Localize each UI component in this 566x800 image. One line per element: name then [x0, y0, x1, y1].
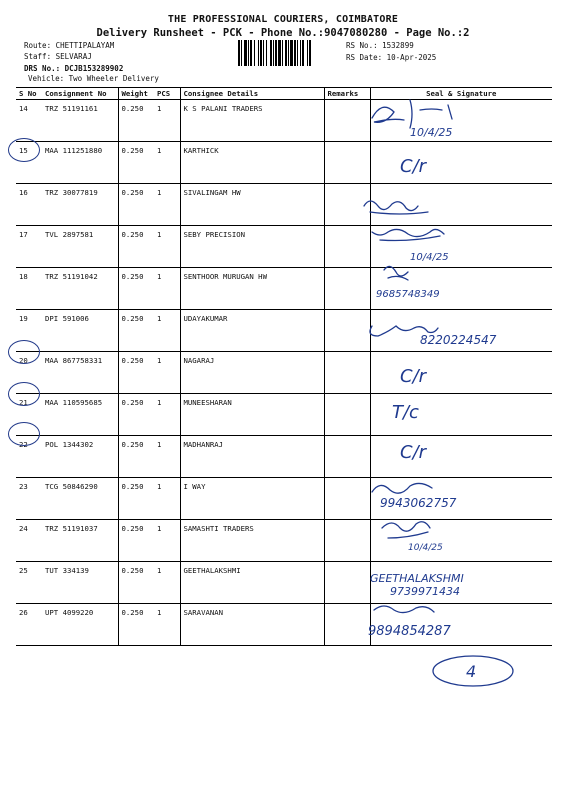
remarks-cell — [324, 142, 370, 184]
handwritten-number-23: 9943062757 — [380, 496, 457, 510]
remarks-cell — [324, 226, 370, 268]
weight-cell: 0.250 — [118, 562, 154, 604]
signature-cell — [370, 478, 552, 520]
consignee-cell: UDAYAKUMAR — [180, 310, 324, 352]
pcs-cell: 1 — [154, 184, 180, 226]
consignment-cell: POL 1344302 — [42, 436, 118, 478]
pcs-cell: 1 — [154, 352, 180, 394]
consignment-cell: MAA 111251880 — [42, 142, 118, 184]
consignment-cell: TVL 2897581 — [42, 226, 118, 268]
consignee-cell: SENTHOOR MURUGAN HW — [180, 268, 324, 310]
handwritten-note-15: C/r — [400, 156, 427, 177]
remarks-cell — [324, 184, 370, 226]
sno-cell: 15 — [16, 142, 42, 184]
handwritten-date-14: 10/4/25 — [410, 126, 453, 139]
pcs-cell: 1 — [154, 226, 180, 268]
sno-cell: 22 — [16, 436, 42, 478]
table-row — [16, 100, 552, 142]
consignment-cell: UPT 4099220 — [42, 604, 118, 646]
consignee-cell: KARTHICK — [180, 142, 324, 184]
table-row — [16, 436, 552, 478]
consignee-cell: SAMASHTI TRADERS — [180, 520, 324, 562]
signature-cell — [370, 100, 552, 142]
consignment-cell: MAA 867758331 — [42, 352, 118, 394]
handwritten-number-26: 9894854287 — [368, 624, 451, 639]
circle-mark-15 — [8, 138, 40, 162]
weight-cell: 0.250 — [118, 478, 154, 520]
weight-cell: 0.250 — [118, 100, 154, 142]
col-consignment: Consignment No — [42, 88, 118, 100]
consignee-cell: SEBY PRECISION — [180, 226, 324, 268]
signature-cell — [370, 604, 552, 646]
weight-cell: 0.250 — [118, 520, 154, 562]
signature-cell — [370, 562, 552, 604]
col-sno: S No — [16, 88, 42, 100]
runsheet-table — [16, 87, 552, 646]
weight-cell: 0.250 — [118, 268, 154, 310]
vehicle-label: Vehicle: Two Wheeler Delivery — [28, 74, 159, 83]
signature-cell — [370, 310, 552, 352]
circle-mark-20 — [8, 340, 40, 364]
col-weight: Weight — [118, 88, 154, 100]
table-row — [16, 394, 552, 436]
company-title: THE PROFESSIONAL COURIERS, COIMBATORE — [167, 14, 399, 25]
table-row — [16, 562, 552, 604]
col-consignee: Consignee Details — [180, 88, 324, 100]
consignee-cell: GEETHALAKSHMI — [180, 562, 324, 604]
consignment-cell: TRZ 30077819 — [42, 184, 118, 226]
consignee-cell: NAGARAJ — [180, 352, 324, 394]
table-row — [16, 310, 552, 352]
handwritten-page-number: 4 — [466, 662, 477, 681]
consignment-cell: TRZ 51191037 — [42, 520, 118, 562]
signature-cell — [370, 226, 552, 268]
signature-cell — [370, 352, 552, 394]
handwritten-note-22: C/r — [400, 442, 427, 463]
sno-cell: 26 — [16, 604, 42, 646]
handwritten-note-20: C/r — [400, 366, 427, 387]
consignment-cell: TRZ 51191161 — [42, 100, 118, 142]
signature-cell — [370, 142, 552, 184]
pcs-cell: 1 — [154, 520, 180, 562]
table-row — [16, 520, 552, 562]
handwritten-date-24: 10/4/25 — [408, 543, 443, 553]
circle-mark-21 — [8, 382, 40, 406]
remarks-cell — [324, 310, 370, 352]
consignment-cell: DPI 591006 — [42, 310, 118, 352]
route-label: Route: CHETTIPALAYAM — [24, 41, 115, 50]
weight-cell: 0.250 — [118, 394, 154, 436]
signature-cell — [370, 520, 552, 562]
col-pcs: PCS — [154, 88, 180, 100]
handwritten-number-25: 9739971434 — [390, 585, 460, 598]
col-remarks: Remarks — [324, 88, 370, 100]
table-row — [16, 604, 552, 646]
remarks-cell — [324, 268, 370, 310]
signature-cell — [370, 436, 552, 478]
weight-cell: 0.250 — [118, 436, 154, 478]
signature-cell — [370, 394, 552, 436]
sno-cell: 14 — [16, 100, 42, 142]
table-row — [16, 478, 552, 520]
rs-date: RS Date: 10-Apr-2025 — [346, 53, 437, 62]
remarks-cell — [324, 100, 370, 142]
consignment-cell: TCG 50846290 — [42, 478, 118, 520]
consignee-cell: SIVALINGAM HW — [180, 184, 324, 226]
sno-cell: 25 — [16, 562, 42, 604]
remarks-cell — [324, 604, 370, 646]
signature-cell — [370, 268, 552, 310]
consignment-cell: MAA 110595685 — [42, 394, 118, 436]
consignment-cell: TUT 334139 — [42, 562, 118, 604]
table-row — [16, 142, 552, 184]
table-header-row — [16, 88, 552, 100]
weight-cell: 0.250 — [118, 226, 154, 268]
pcs-cell: 1 — [154, 436, 180, 478]
weight-cell: 0.250 — [118, 310, 154, 352]
pcs-cell: 1 — [154, 142, 180, 184]
consignee-cell: MUNEESHARAN — [180, 394, 324, 436]
weight-cell: 0.250 — [118, 604, 154, 646]
consignee-cell: SARAVANAN — [180, 604, 324, 646]
remarks-cell — [324, 436, 370, 478]
sno-cell: 19 — [16, 310, 42, 352]
pcs-cell: 1 — [154, 310, 180, 352]
sno-cell: 20 — [16, 352, 42, 394]
sno-cell: 18 — [16, 268, 42, 310]
table-row — [16, 226, 552, 268]
col-signature: Seal & Signature — [370, 88, 552, 100]
table-row — [16, 268, 552, 310]
pcs-cell: 1 — [154, 394, 180, 436]
remarks-cell — [324, 562, 370, 604]
sno-cell: 23 — [16, 478, 42, 520]
circle-mark-22 — [8, 422, 40, 446]
consignee-cell: MADHANRAJ — [180, 436, 324, 478]
weight-cell: 0.250 — [118, 352, 154, 394]
sno-cell: 21 — [16, 394, 42, 436]
pcs-cell: 1 — [154, 100, 180, 142]
handwritten-note-21: T/c — [392, 402, 419, 423]
handwritten-date-17: 10/4/25 — [410, 252, 449, 263]
weight-cell: 0.250 — [118, 142, 154, 184]
table-row — [16, 352, 552, 394]
rs-number: RS No.: 1532899 — [346, 41, 414, 50]
handwritten-number-19: 8220224547 — [420, 333, 497, 347]
barcode-graphic — [238, 40, 340, 66]
sno-cell: 16 — [16, 184, 42, 226]
staff-label: Staff: SELVARAJ — [24, 52, 92, 61]
pcs-cell: 1 — [154, 268, 180, 310]
signature-cell — [370, 184, 552, 226]
table-row — [16, 184, 552, 226]
handwritten-name-25: GEETHALAKSHMI — [370, 572, 464, 585]
remarks-cell — [324, 478, 370, 520]
pcs-cell: 1 — [154, 562, 180, 604]
consignment-cell: TRZ 51191042 — [42, 268, 118, 310]
pcs-cell: 1 — [154, 604, 180, 646]
sno-cell: 24 — [16, 520, 42, 562]
remarks-cell — [324, 520, 370, 562]
sno-cell: 17 — [16, 226, 42, 268]
pcs-cell: 1 — [154, 478, 180, 520]
weight-cell: 0.250 — [118, 184, 154, 226]
runsheet-subtitle: Delivery Runsheet - PCK - Phone No.:9047080280 - Page No.:2 — [96, 27, 470, 39]
handwritten-number-18: 9685748349 — [376, 289, 440, 300]
remarks-cell — [324, 352, 370, 394]
consignee-cell: K S PALANI TRADERS — [180, 100, 324, 142]
consignee-cell: I WAY — [180, 478, 324, 520]
remarks-cell — [324, 394, 370, 436]
drs-label: DRS No.: DCJB153289902 — [24, 64, 124, 73]
